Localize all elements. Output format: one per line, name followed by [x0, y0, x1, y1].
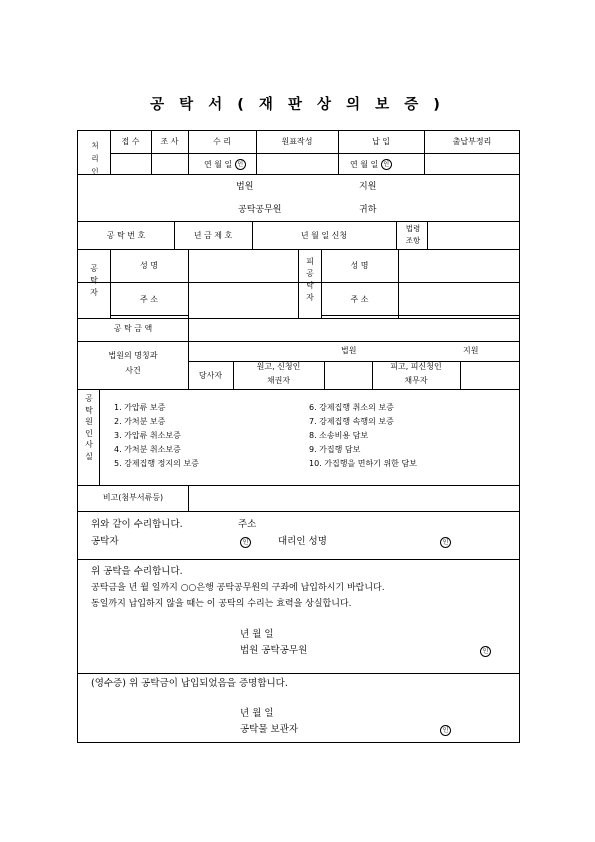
payee-address-label: 주 소 — [350, 295, 369, 304]
plaintiff-line1: 원고, 신청인 — [256, 362, 301, 371]
depositor-label: 공탁자 — [90, 264, 98, 297]
cause-item: 3. 가압류 취소보증 — [114, 431, 181, 440]
defendant-line2: 채무자 — [404, 376, 428, 385]
header-payment: 납 입 — [372, 137, 390, 146]
deposit-number-label: 공 탁 번 호 — [106, 231, 146, 240]
acceptance-officer: 법원 공탁공무원 — [240, 645, 308, 656]
receipt-address-label: 주소 — [238, 519, 257, 530]
agent-name-label: 대리인 성명 — [278, 536, 327, 547]
cause-left-list — [114, 401, 199, 471]
case-label-line1: 법원의 명칭과 — [108, 351, 158, 360]
header-receipt: 접 수 — [121, 137, 140, 146]
seal-icon: 인 — [240, 537, 251, 548]
depositor-name-label: 성 명 — [140, 261, 158, 270]
branch-label: 지원 — [359, 182, 377, 192]
cause-item: 8. 소송비용 담보 — [309, 431, 369, 440]
payee-name-label: 성 명 — [350, 261, 369, 270]
cause-item: 10. 가집행을 면하기 위한 담보 — [309, 459, 417, 468]
header-record: 원표작성 — [281, 137, 313, 146]
process-label: 처리인 — [91, 141, 99, 176]
case-branch-label: 지원 — [463, 346, 479, 355]
process-date-2: 연 월 일 인 — [350, 159, 392, 170]
cause-item: 4. 가처분 취소보증 — [114, 445, 181, 454]
officer-label: 공탁공무원 — [238, 205, 282, 215]
seal-icon: 인 — [235, 159, 246, 170]
process-date-1: 연 월 일 인 — [204, 159, 246, 170]
cause-item: 1. 가압류 보증 — [114, 403, 166, 412]
depositor-address-label: 주 소 — [140, 295, 158, 304]
seal-icon: 인 — [480, 646, 491, 657]
seal-icon: 인 — [381, 159, 392, 170]
header-accept: 수 리 — [213, 137, 231, 146]
defendant-line1: 피고, 피신청인 — [390, 362, 442, 371]
plaintiff-line2: 채권자 — [266, 376, 291, 385]
cause-item: 7. 강제집행 속행의 보증 — [309, 417, 394, 426]
case-court-label: 법원 — [341, 346, 357, 355]
deposit-form — [77, 130, 520, 743]
receipt-depositor-label: 공탁자 — [91, 536, 119, 547]
cause-item: 6. 강제집행 취소의 보증 — [309, 403, 394, 412]
deposit-year-label: 년 금 제 호 — [193, 231, 233, 240]
remarks-label: 비고(첨부서류등) — [102, 493, 164, 502]
payee-label: 피공탁자 — [306, 257, 314, 302]
acceptance-line2: 공탁금을 년 월 일까지 ○○은행 공탁공무원의 구좌에 납입하시기 바랍니다. — [91, 583, 385, 593]
acceptance-date: 년 월 일 — [240, 629, 274, 640]
cause-item: 2. 가처분 보증 — [114, 417, 166, 426]
law-article-label: 법령조항 — [405, 224, 421, 245]
header-review: 조 사 — [160, 137, 179, 146]
final-receipt-line: (영수증) 위 공탁금이 납입되었음을 증명합니다. — [91, 678, 288, 689]
deposit-keeper-label: 공탁물 보관자 — [240, 724, 299, 735]
document-title: 공 탁 서 ( 재 판 상 의 보 증 ) — [150, 97, 445, 113]
application-date: 년 월 일 신청 — [300, 231, 348, 240]
acceptance-line1: 위 공탁을 수리합니다. — [91, 566, 183, 577]
honorific-label: 귀하 — [359, 205, 377, 215]
seal-icon: 인 — [440, 725, 451, 736]
case-label-line2: 사건 — [125, 366, 141, 375]
receipt-statement: 위와 같이 수리합니다. — [91, 519, 183, 530]
header-ledger: 출납부정리 — [452, 137, 492, 146]
cause-label: 공탁원인사실 — [85, 394, 93, 461]
court-label: 법원 — [236, 182, 254, 192]
cause-item: 5. 강제집행 정지의 보증 — [114, 459, 199, 468]
cause-right-list — [309, 401, 417, 471]
amount-label: 공 탁 금 액 — [113, 324, 153, 333]
seal-icon: 인 — [440, 537, 451, 548]
party-label: 당사자 — [198, 371, 223, 380]
acceptance-line3: 동일까지 납입하지 않을 때는 이 공탁의 수리는 효력을 상실합니다. — [91, 599, 352, 609]
final-receipt-date: 년 월 일 — [240, 708, 274, 719]
cause-item: 9. 가집행 담보 — [309, 445, 361, 454]
